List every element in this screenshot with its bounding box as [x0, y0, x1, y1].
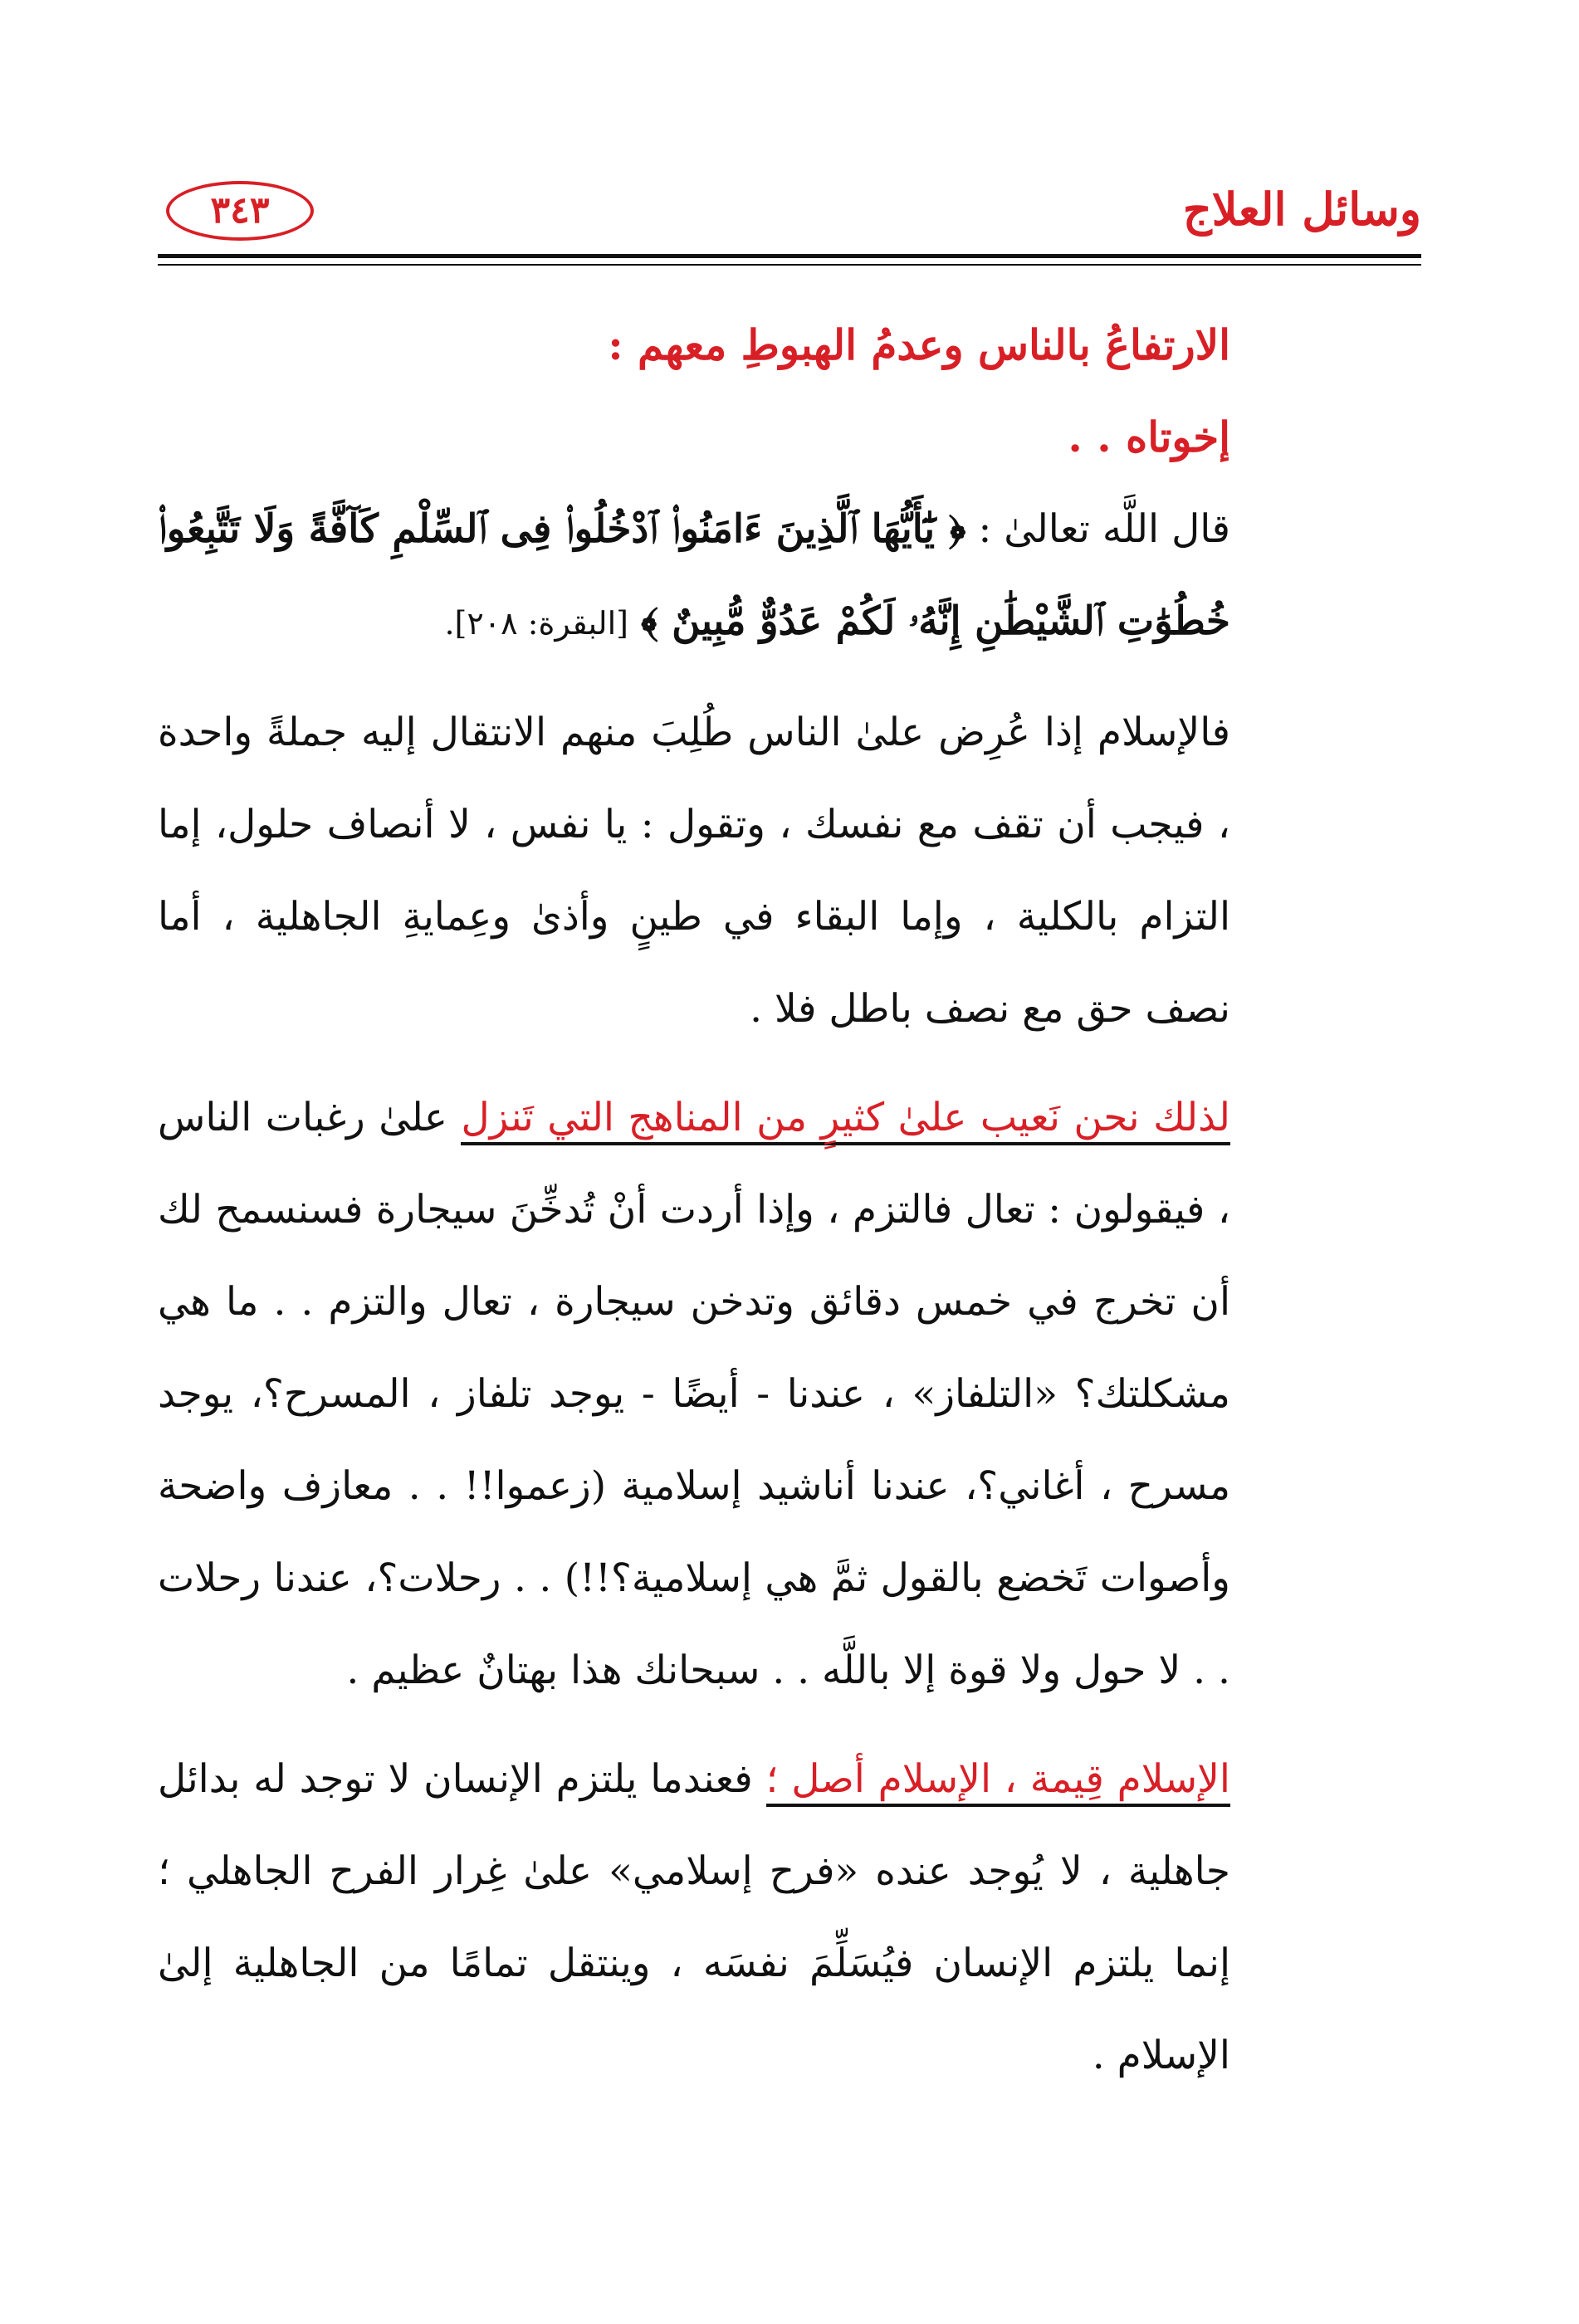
spacer [158, 1716, 1421, 1733]
paragraph-3 [158, 1733, 1421, 2102]
section-heading: الارتفاعُ بالناس وعدمُ الهبوطِ معهم : [608, 320, 1230, 369]
paragraph-3-text: فعندما يلتزم الإنسان لا توجد له بدائل جاهلية ، لا يُوجد عنده «فرح إسلامي» علىٰ غِرار الفرح الجاهلي ؛ إنما يلتزم الإنسان فيُسَلِّمَ نفسَه ، وينتقل تمامًا من الجاهلية إلىٰ الإسلام . [158, 1756, 1230, 2078]
page-header [158, 166, 1421, 257]
spacer [158, 1055, 1421, 1072]
paragraph-1: فالإسلام إذا عُرِض علىٰ الناس طُلِبَ منهم الانتقال إليه جملةً واحدة ، فيجب أن تقف مع نفسك ، وتقول : يا نفس ، لا أنصاف حلول، إما التزام بالكلية ، وإما البقاء في طينٍ وأذىٰ وعِمايةِ الجاهلية ، أما نصف حق مع نصف باطل فلا . [158, 710, 1230, 1032]
quran-quote [158, 483, 1421, 670]
quran-verse: ﴿ يَٰٓأَيُّهَا ٱلَّذِينَ ءَامَنُوا۟ ٱدْخُلُوا۟ فِى ٱلسِّلْمِ كَآفَّةً وَلَا تَتَّبِعُوا۟ خُطُوَٰتِ ٱلشَّيْطَٰنِ إِنَّهُۥ لَكُمْ عَدُوٌّ مُّبِينٌ ﴾ [158, 506, 1230, 644]
quran-intro: قال اللَّه تعالىٰ : [978, 506, 1231, 552]
page-body [158, 282, 1421, 2102]
header-rule-thin [158, 264, 1421, 266]
spacer [158, 670, 1421, 686]
section-subheading: إخوتاه . . [1068, 413, 1230, 461]
header-rule-thick [158, 254, 1421, 258]
page-number: ٣٤٣ [166, 181, 314, 241]
highlighted-phrase: الإسلام قِيمة ، الإسلام أصل ؛ [766, 1756, 1230, 1807]
quran-reference: [البقرة: ٢٠٨]. [444, 605, 628, 642]
paragraph-2 [158, 1072, 1421, 1716]
paragraph-2-text: علىٰ رغبات الناس ، فيقولون : تعال فالتزم ، وإذا أردت أنْ تُدخِّنَ سيجارة فسنسمح لك أن تخرج في خمس دقائق وتدخن سيجارة ، تعال والتزم . . ما هي مشكلتك؟ «التلفاز» ، عندنا - أيضًا - يوجد تلفاز ، المسرح؟، يوجد مسرح ، أغاني؟، عندنا أناشيد إسلامية (زعموا!! . . معازف واضحة وأصوات تَخضع بالقول ثمَّ هي إسلامية؟!!) . . رحلات؟، عندنا رحلات . . لا حول ولا قوة إلا باللَّه . . سبحانك هذا بهتانٌ عظيم . [158, 1095, 1230, 1693]
chapter-title: وسائل العلاج [1182, 183, 1421, 236]
highlighted-phrase: لذلك نحن نَعيب علىٰ كثيرٍ من المناهج التي تَنزل [461, 1095, 1230, 1145]
